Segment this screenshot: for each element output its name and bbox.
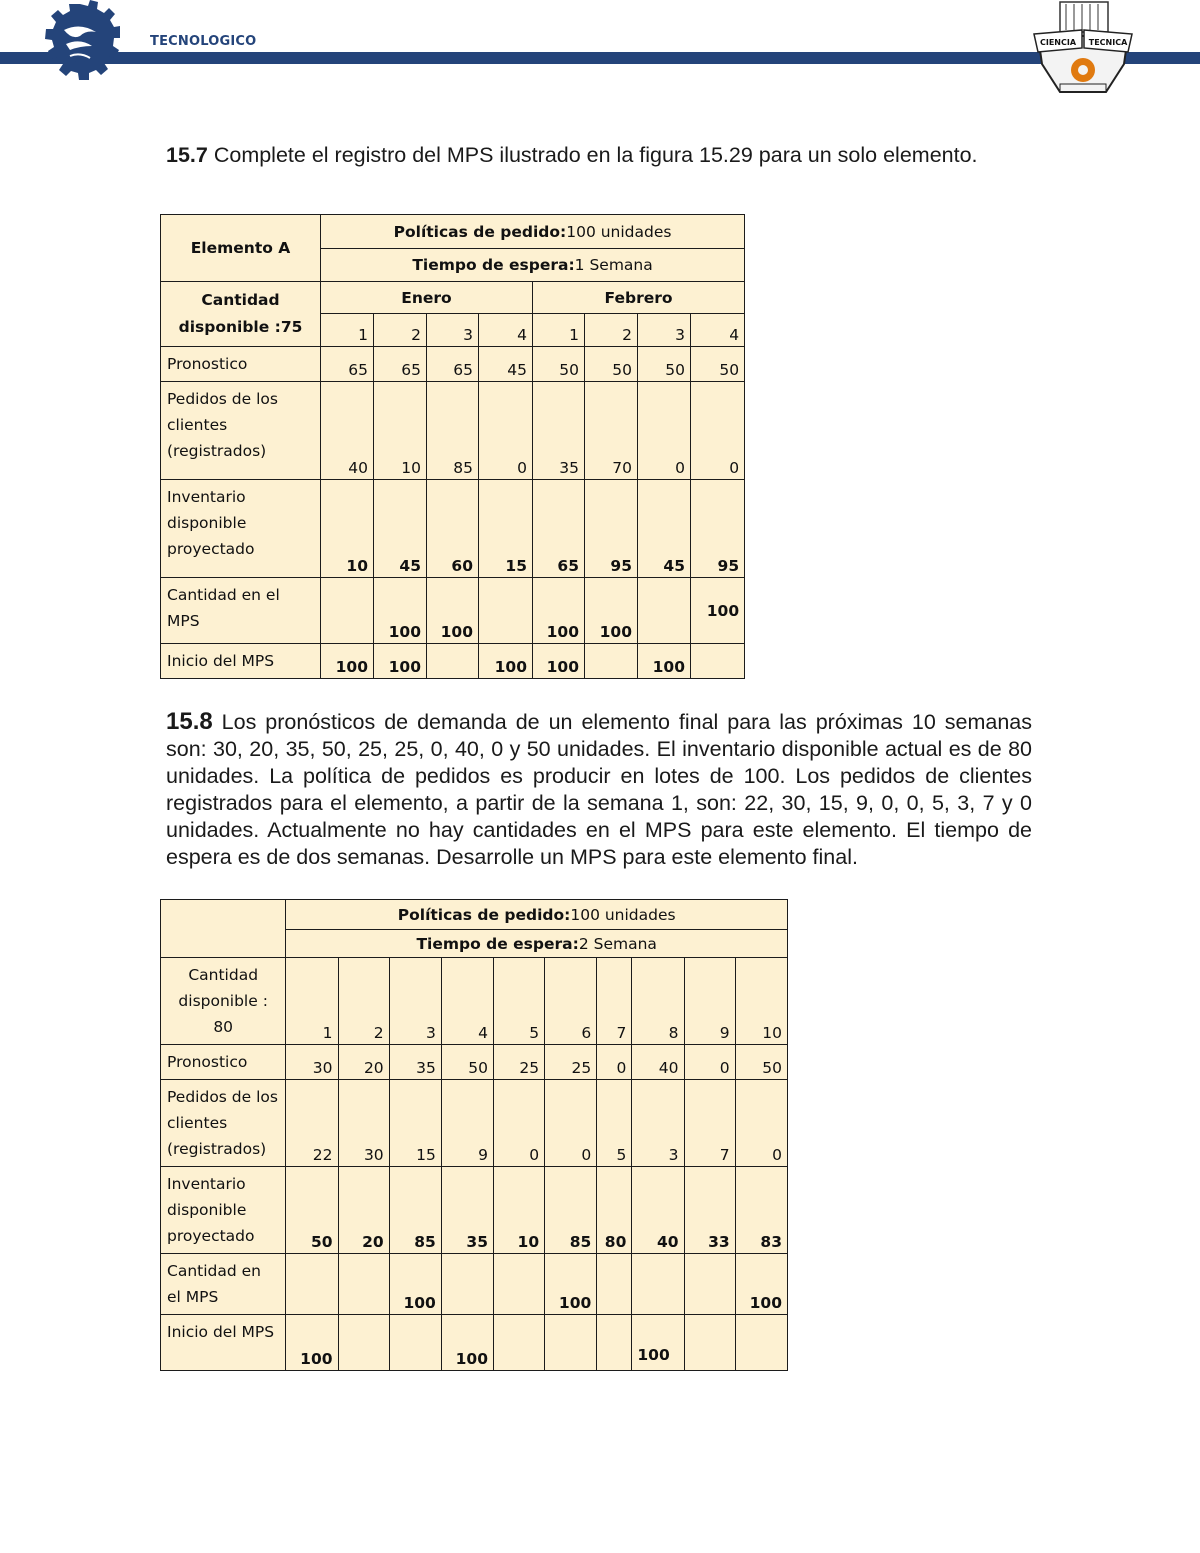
- week-number: 4: [691, 314, 745, 347]
- week-number: 6: [545, 958, 597, 1045]
- lead-time: [286, 930, 788, 958]
- table-cell: 100: [691, 578, 745, 644]
- problem-15-8-number: 15.8: [166, 708, 213, 735]
- table-row: [161, 382, 745, 480]
- lead-time-value: 2 Semana: [578, 934, 657, 953]
- table-cell: 7: [684, 1080, 735, 1167]
- order-policy: [321, 215, 745, 249]
- mps-table-15-7: [160, 214, 745, 679]
- table-cell: 80: [597, 1167, 632, 1254]
- table-cell: 95: [691, 480, 745, 578]
- table-cell: 50: [691, 347, 745, 382]
- week-number: 8: [632, 958, 684, 1045]
- problem-15-7-text: Complete el registro del MPS ilustrado en la figura 15.29 para un solo elemento.: [207, 143, 978, 167]
- table-cell: [684, 1315, 735, 1371]
- table-row: [161, 1254, 788, 1315]
- problem-15-8-text: Los pronósticos de demanda de un elemento final para las próximas 10 semanas son: 30, 20, 35, 50, 25, 25, 0, 40, 0 y 50 unidades. El inventario disponible actual es de 80 unidades. La política de pedidos es producir en lotes de 100. Los pedidos de clientes registrados para el elemento, a partir de la semana 1, son: 22, 30, 15, 9, 0, 0, 5, 3, 7 y 0 unidades. Actualmente no hay cantidades en el MPS para este elemento. El tiempo de espera es de dos semanas. Desarrolle un MPS para este elemento final.: [166, 710, 1032, 869]
- lead-time: [321, 249, 745, 282]
- row-label: Inicio del MPS: [161, 644, 321, 679]
- table-cell: [493, 1315, 544, 1371]
- table-cell: 15: [479, 480, 533, 578]
- week-number: 7: [597, 958, 632, 1045]
- table-cell: [638, 578, 691, 644]
- table-cell: 100: [374, 644, 427, 679]
- institution-gear-logo: [40, 0, 120, 102]
- table-cell: 100: [479, 644, 533, 679]
- table-cell: [585, 644, 638, 679]
- week-number: 10: [735, 958, 787, 1045]
- order-policy-label: Políticas de pedido:: [397, 905, 571, 924]
- table-cell: 100: [321, 644, 374, 679]
- table-cell: 45: [638, 480, 691, 578]
- row-label: Pronostico: [161, 1045, 286, 1080]
- problem-15-7-number: 15.7: [166, 143, 208, 167]
- table-cell: 45: [479, 347, 533, 382]
- table-cell: [493, 1254, 544, 1315]
- table-cell: 100: [286, 1315, 338, 1371]
- table-cell: 40: [632, 1167, 684, 1254]
- table-cell: 35: [441, 1167, 493, 1254]
- row-label: Pronostico: [161, 347, 321, 382]
- row-label: Cantidad en el MPS: [161, 1254, 286, 1315]
- table-cell: 10: [493, 1167, 544, 1254]
- table-cell: [441, 1254, 493, 1315]
- table-cell: 30: [286, 1045, 338, 1080]
- row-label: Pedidos de los clientes (registrados): [161, 382, 321, 480]
- week-number: 1: [321, 314, 374, 347]
- available-quantity: Cantidad disponible : 80: [161, 958, 286, 1045]
- week-number: 5: [493, 958, 544, 1045]
- week-number: 3: [427, 314, 479, 347]
- order-policy-value: 100 unidades: [570, 905, 676, 924]
- table-cell: 95: [585, 480, 638, 578]
- table-cell: [321, 578, 374, 644]
- table-cell: 70: [585, 382, 638, 480]
- week-number: 1: [533, 314, 585, 347]
- table-row: [161, 347, 745, 382]
- order-policy-label: Políticas de pedido:: [393, 222, 567, 241]
- logo-word-tecnica: TECNICA: [1088, 38, 1128, 47]
- table-row: [161, 644, 745, 679]
- table-cell: [684, 1254, 735, 1315]
- table-cell: 30: [338, 1080, 389, 1167]
- available-quantity-line1: Cantidad: [201, 291, 280, 309]
- table-cell: 0: [691, 382, 745, 480]
- table-cell: 0: [597, 1045, 632, 1080]
- table-cell: 85: [389, 1167, 441, 1254]
- order-policy: [286, 900, 788, 930]
- table-cell: 15: [389, 1080, 441, 1167]
- table-cell: [338, 1254, 389, 1315]
- table-cell: 50: [638, 347, 691, 382]
- table-cell: 50: [286, 1167, 338, 1254]
- table-cell: 100: [632, 1315, 684, 1371]
- problem-15-8-statement: [166, 708, 1032, 871]
- week-number: 4: [479, 314, 533, 347]
- table-cell: 33: [684, 1167, 735, 1254]
- table-cell: [691, 644, 745, 679]
- table-cell: 35: [533, 382, 585, 480]
- table-cell: 83: [735, 1167, 787, 1254]
- table-cell: 40: [632, 1045, 684, 1080]
- header-title: TECNOLOGICO: [150, 34, 257, 49]
- table-cell: 10: [321, 480, 374, 578]
- lead-time-label: Tiempo de espera:: [416, 934, 579, 953]
- table-cell: 50: [533, 347, 585, 382]
- ciencia-tecnica-shield-logo: [1030, 0, 1136, 102]
- row-label: Pedidos de los clientes (registrados): [161, 1080, 286, 1167]
- logo-word-ciencia: CIENCIA: [1039, 38, 1077, 47]
- table-cell: 65: [533, 480, 585, 578]
- table-cell: 60: [427, 480, 479, 578]
- table-cell: 100: [374, 578, 427, 644]
- table-cell: [545, 1315, 597, 1371]
- table-cell: 5: [597, 1080, 632, 1167]
- table-row: [161, 1045, 788, 1080]
- table-cell: 0: [684, 1045, 735, 1080]
- table-cell: 20: [338, 1045, 389, 1080]
- table-cell: 22: [286, 1080, 338, 1167]
- table-cell: [479, 578, 533, 644]
- week-number: 3: [389, 958, 441, 1045]
- week-number: 2: [374, 314, 427, 347]
- table-row: [161, 1167, 788, 1254]
- table-cell: [597, 1315, 632, 1371]
- available-quantity-line2: disponible :75: [178, 318, 303, 336]
- row-label: Inicio del MPS: [161, 1315, 286, 1371]
- table-cell: 100: [638, 644, 691, 679]
- table-cell: 50: [585, 347, 638, 382]
- table-cell: 100: [735, 1254, 787, 1315]
- order-policy-value: 100 unidades: [566, 222, 672, 241]
- table-cell: 85: [427, 382, 479, 480]
- table-cell: 25: [493, 1045, 544, 1080]
- week-number: 3: [638, 314, 691, 347]
- table-cell: [286, 1254, 338, 1315]
- table-cell: 65: [374, 347, 427, 382]
- problem-15-7-statement: [166, 140, 1032, 170]
- table-row: [161, 958, 788, 1045]
- table-cell: 50: [735, 1045, 787, 1080]
- table-cell: 100: [533, 644, 585, 679]
- element-label: Elemento A: [161, 215, 321, 282]
- table-cell: 35: [389, 1045, 441, 1080]
- table-cell: [597, 1254, 632, 1315]
- table-cell: 0: [493, 1080, 544, 1167]
- table-cell: 100: [427, 578, 479, 644]
- row-label: Cantidad en el MPS: [161, 578, 321, 644]
- empty-header-cell: [161, 900, 286, 958]
- table-cell: 0: [479, 382, 533, 480]
- table-cell: 100: [545, 1254, 597, 1315]
- table-cell: 40: [321, 382, 374, 480]
- available-quantity: [161, 282, 321, 347]
- table-cell: 3: [632, 1080, 684, 1167]
- table-cell: 100: [389, 1254, 441, 1315]
- table-cell: 0: [545, 1080, 597, 1167]
- table-cell: [632, 1254, 684, 1315]
- row-label: Inventario disponible proyectado: [161, 480, 321, 578]
- table-cell: 10: [374, 382, 427, 480]
- table-cell: 85: [545, 1167, 597, 1254]
- table-row: [161, 1315, 788, 1371]
- table-cell: 0: [735, 1080, 787, 1167]
- month-febrero: Febrero: [533, 282, 745, 314]
- table-row: [161, 480, 745, 578]
- table-cell: 50: [441, 1045, 493, 1080]
- table-cell: [427, 644, 479, 679]
- table-cell: 65: [427, 347, 479, 382]
- table-cell: 20: [338, 1167, 389, 1254]
- table-cell: 100: [441, 1315, 493, 1371]
- table-cell: [389, 1315, 441, 1371]
- header-bar: [0, 52, 1200, 64]
- week-number: 9: [684, 958, 735, 1045]
- table-cell: [338, 1315, 389, 1371]
- week-number: 4: [441, 958, 493, 1045]
- table-cell: 45: [374, 480, 427, 578]
- table-row: [161, 578, 745, 644]
- lead-time-value: 1 Semana: [574, 256, 653, 274]
- table-cell: 100: [533, 578, 585, 644]
- row-label: Inventario disponible proyectado: [161, 1167, 286, 1254]
- week-number: 2: [585, 314, 638, 347]
- month-enero: Enero: [321, 282, 533, 314]
- table-cell: 65: [321, 347, 374, 382]
- table-cell: 100: [585, 578, 638, 644]
- week-number: 2: [338, 958, 389, 1045]
- table-row: [161, 1080, 788, 1167]
- table-cell: 9: [441, 1080, 493, 1167]
- week-number: 1: [286, 958, 338, 1045]
- table-cell: [735, 1315, 787, 1371]
- lead-time-label: Tiempo de espera:: [412, 256, 575, 274]
- mps-table-15-8: [160, 899, 788, 1371]
- table-cell: 25: [545, 1045, 597, 1080]
- table-cell: 0: [638, 382, 691, 480]
